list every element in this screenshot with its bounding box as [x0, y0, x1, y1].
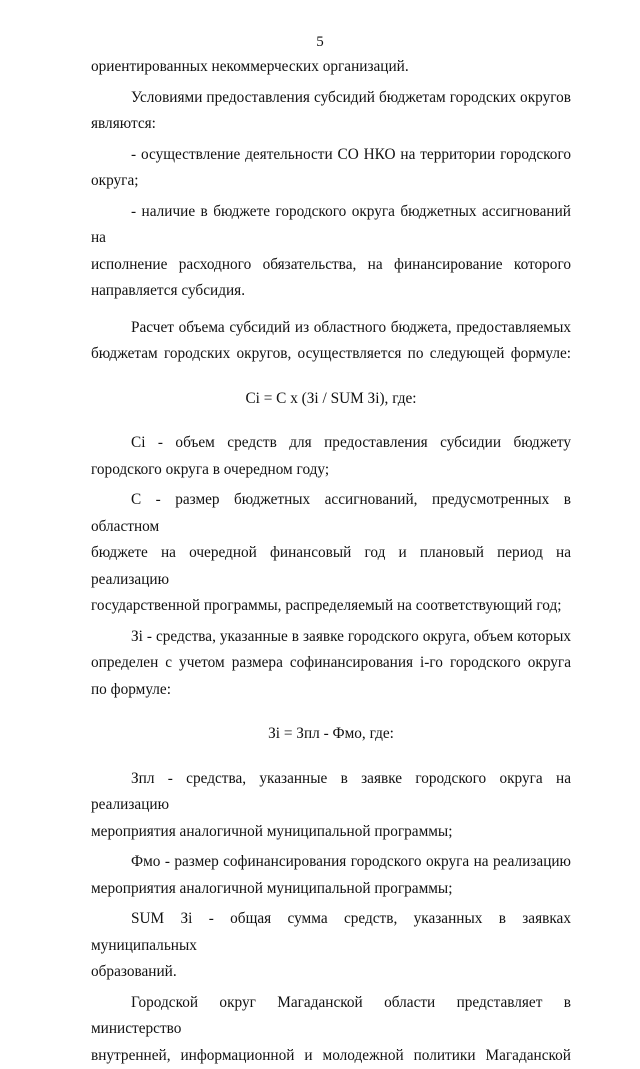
text-line: - осуществление деятельности СО НКО на территории городского	[91, 142, 571, 169]
text-line: Зi - средства, указанные в заявке городского округа, объем которых	[91, 624, 571, 651]
text-line: по формуле:	[91, 677, 571, 704]
text-line: образований.	[91, 959, 571, 986]
text-line: определен с учетом размера софинансирования i-го городского округа	[91, 650, 571, 677]
text-line: бюджете на очередной финансовый год и плановый период на реализацию	[91, 540, 571, 593]
text-line: С - размер бюджетных ассигнований, предусмотренных в областном	[91, 487, 571, 540]
formula-application: Зi = Зпл - Фмо, где:	[91, 721, 571, 748]
text-line: Расчет объема субсидий из областного бюджета, предоставляемых	[91, 315, 571, 342]
text-line: SUM Зi - общая сумма средств, указанных в заявках муниципальных	[91, 906, 571, 959]
text-line: Зпл - средства, указанные в заявке городского округа на реализацию	[91, 766, 571, 819]
page-number: 5	[0, 34, 640, 51]
text-line: городского округа в очередном году;	[91, 457, 571, 484]
text-line: внутренней, информационной и молодежной политики Магаданской	[91, 1043, 571, 1069]
text-line: Фмо - размер софинансирования городского округа на реализацию	[91, 849, 571, 876]
text-line: являются:	[91, 111, 571, 138]
formula-subsidy: Ci = C x (Зi / SUM Зi), где:	[91, 386, 571, 413]
text-line: Ci - объем средств для предоставления субсидии бюджету	[91, 430, 571, 457]
text-line: мероприятия аналогичной муниципальной программы;	[91, 819, 571, 846]
text-line: ориентированных некоммерческих организаций.	[91, 54, 571, 81]
text-line: государственной программы, распределяемый на соответствующий год;	[91, 593, 571, 620]
document-body	[91, 54, 571, 1069]
text-line: округа;	[91, 168, 571, 195]
text-line: Городской округ Магаданской области представляет в министерство	[91, 990, 571, 1043]
text-line: Условиями предоставления субсидий бюджетам городских округов	[91, 85, 571, 112]
text-line: направляется субсидия.	[91, 278, 571, 305]
text-line: исполнение расходного обязательства, на финансирование которого	[91, 252, 571, 279]
text-line: мероприятия аналогичной муниципальной программы;	[91, 876, 571, 903]
text-line: - наличие в бюджете городского округа бюджетных ассигнований на	[91, 199, 571, 252]
text-line: бюджетам городских округов, осуществляется по следующей формуле:	[91, 341, 571, 368]
